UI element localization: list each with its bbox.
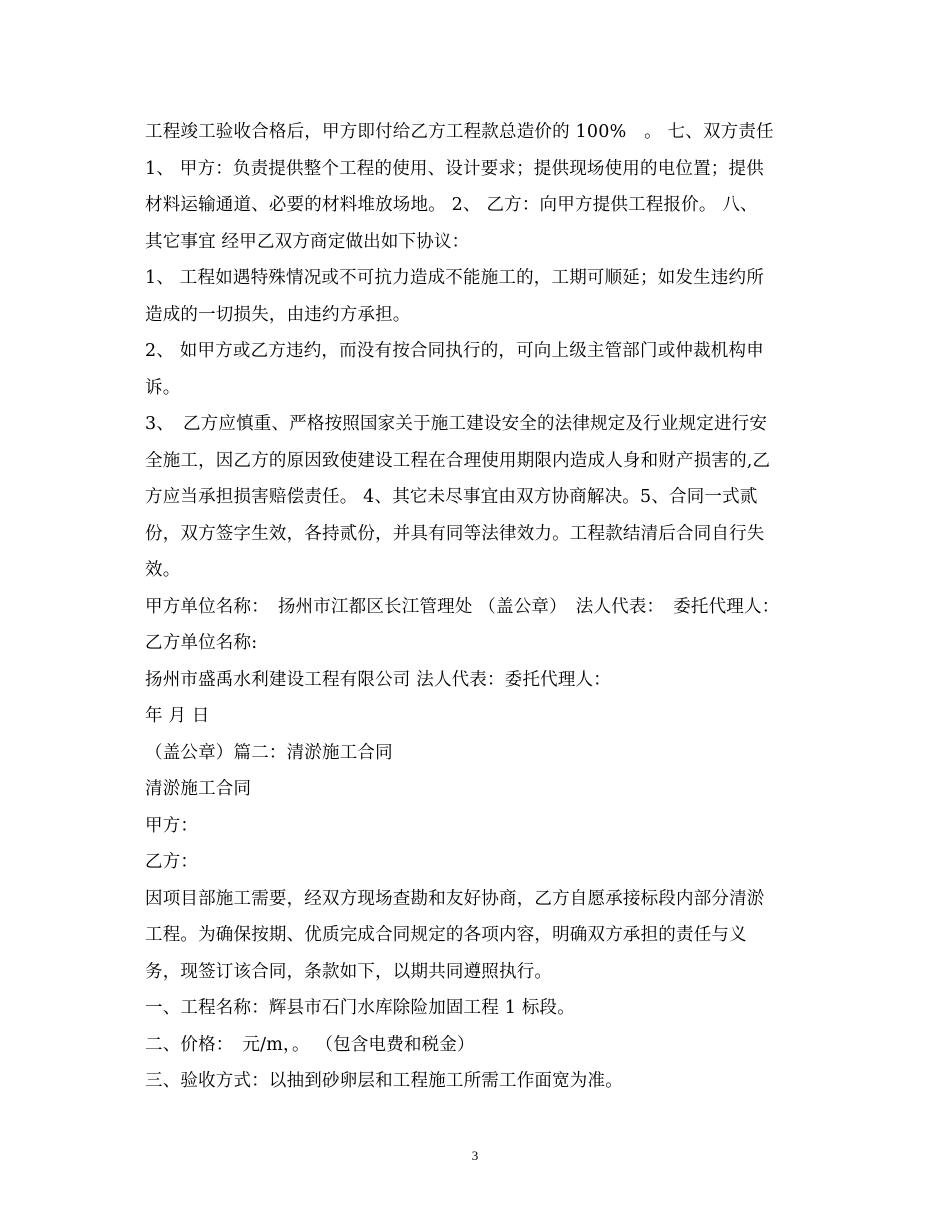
text-line: 扬州市盛禹水利建设工程有限公司 法人代表：委托代理人： [145, 669, 611, 690]
text-line: 3、 乙方应慎重、严格按照国家关于施工建设安全的法律规定及行业规定进行安 [145, 414, 768, 434]
text-line: 年 月 日 [145, 706, 210, 726]
text-line: 甲方单位名称： 扬州市江都区长江管理处 （盖公章） 法人代表： 委托代理人： [145, 596, 780, 617]
text-line: 造成的一切损失，由违约方承担。 [145, 304, 411, 325]
text-line: 因项目部施工需要，经双方现场查勘和友好协商，乙方自愿承接标段内部分清淤 [145, 888, 765, 909]
text-line: 二、价格： 元/m，。 （包含电费和税金） [145, 1034, 475, 1055]
text-line: 材料运输通道、必要的材料堆放场地。 2、 乙方：向甲方提供工程报价。 八、 [145, 195, 758, 215]
text-line: 2、 如甲方或乙方违约，而没有按合同执行的，可向上级主管部门或仲裁机构申 [145, 341, 764, 361]
text-line: 务，现签订该合同，条款如下，以期共同遵照执行。 [145, 961, 553, 982]
text-line: （盖公章）篇二：清淤施工合同 [145, 742, 393, 763]
text-line: 诉。 [145, 377, 181, 398]
text-line: 1、 甲方：负责提供整个工程的使用、设计要求；提供现场使用的电位置；提供 [145, 158, 764, 179]
document-body [145, 114, 805, 1100]
page-number: 3 [471, 1148, 479, 1163]
text-line: 乙方单位名称: [145, 633, 258, 653]
text-line: 三、验收方式：以抽到砂卵层和工程施工所需工作面宽为准。 [145, 1071, 623, 1091]
text-line: 工程竣工验收合格后，甲方即付给乙方工程款总造价的 100% 。 七、双方责任 [145, 122, 774, 142]
text-line: 乙方： [145, 852, 199, 872]
text-line: 其它事宜 经甲乙双方商定做出如下协议： [145, 231, 470, 252]
text-line: 甲方： [145, 815, 199, 836]
text-line: 方应当承担损害赔偿责任。 4、其它未尽事宜由双方协商解决。5、合同一式贰 [145, 487, 758, 507]
text-line: 全施工，因乙方的原因致使建设工程在合理使用期限内造成人身和财产损害的,乙 [145, 450, 771, 471]
text-line: 工程。为确保按期、优质完成合同规定的各项内容，明确双方承担的责任与义 [145, 925, 747, 945]
text-line: 一、工程名称：辉县市石门水库除险加固工程 1 标段。 [145, 998, 575, 1018]
text-line: 1、 工程如遇特殊情况或不可抗力造成不能施工的，工期可顺延；如发生违约所 [145, 268, 764, 288]
text-line: 清淤施工合同 [145, 779, 252, 799]
text-line: 效。 [145, 560, 181, 580]
text-line: 份，双方签字生效，各持贰份，并具有同等法律效力。工程款结清后合同自行失 [145, 523, 765, 544]
